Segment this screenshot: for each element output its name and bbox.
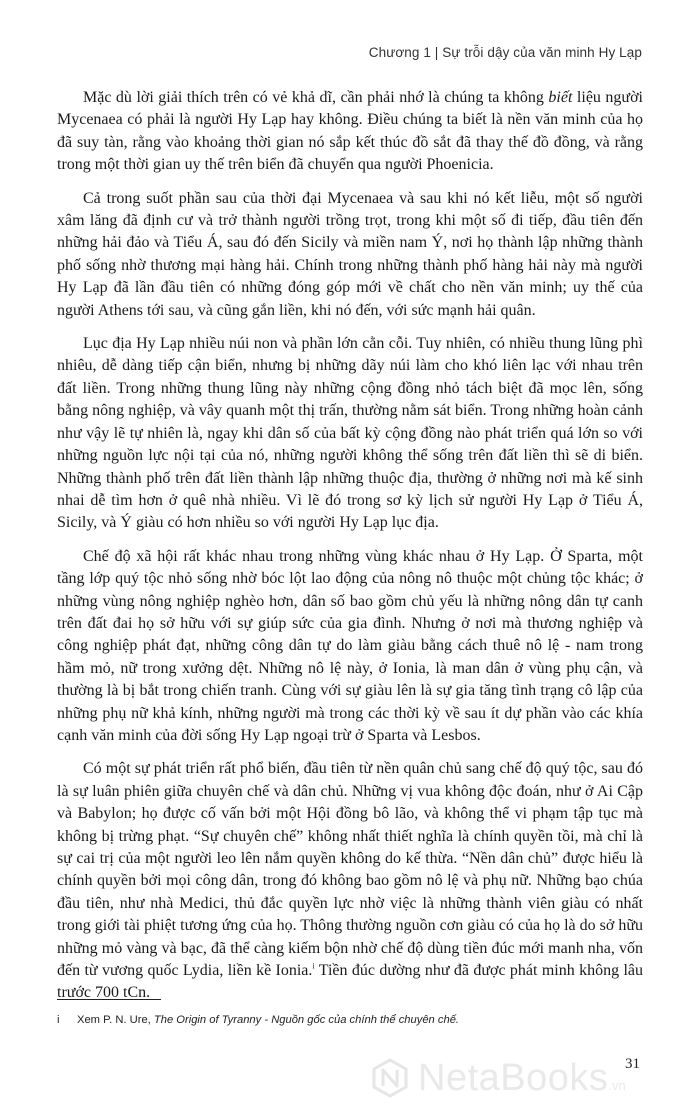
netabooks-logo-icon: [370, 1058, 410, 1098]
paragraph-1: [57, 87, 643, 177]
footnote-mark: i: [57, 1014, 60, 1026]
paragraph-5: [57, 758, 643, 1004]
paragraph-1-after: liệu người Mycenaea có phải là người Hy Lạp hay không. Điều chúng ta biết là nền văn minh của họ đã suy tàn, rằng vào khoảng thời gian nó sắp kết thúc đồ sắt đã thay thế đồ đồng, và rằng trong một thời gian uy thế trên biển đã chuyển qua người Phoenicia.: [57, 89, 644, 174]
page-number: 31: [625, 1056, 640, 1072]
paragraph-3: Lục địa Hy Lạp nhiều núi non và phần lớn cằn cỗi. Tuy nhiên, có nhiều thung lũng phì nhiêu, dễ dàng tiếp cận biển, nhưng bị những dãy núi làm cho khó liên lạc với nhau trên đất liền. Trong những thung lũng này những cộng đồng nhỏ tách biệt đã mọc lên, sống bằng nông nghiệp, và vây quanh một thị trấn, thường nằm sát biển. Trong những hoàn cảnh như vậy lẽ tự nhiên là, ngay khi dân số của bất kỳ cộng đồng nào phát triển quá lớn so với những nguồn lực nội tại của nó, những người không thể sống trên đất liền thì sẽ di biển. Những thành phố trên đất liền thành lập những thuộc địa, thường ở những nơi mà kế sinh nhai dễ tìm hơn ở quê nhà nhiều. Vì lẽ đó trong sơ kỳ lịch sử người Hy Lạp ở Tiểu Á, Sicily, và Ý giàu có hơn nhiều so với người Hy Lạp lục địa.: [57, 335, 643, 532]
watermark-text: [418, 1059, 626, 1097]
paragraph-2: Cả trong suốt phần sau của thời đại Mycenaea và sau khi nó kết liễu, một số người xâm lăng đã định cư và trở thành người trồng trọt, trong khi một số đi tiếp, đầu tiên đến những hải đảo và Tiểu Á, sau đó đến Sicily và miền nam Ý, nơi họ thành lập những thành phố sống nhờ thương mại hàng hải. Chính trong những thành phố hàng hải này mà người Hy Lạp đã lần đầu tiên có những đóng góp mới về chất cho nền văn minh; uy thế của người Athens tới sau, và cũng gắn liền, khi nó đến, với sức mạnh hải quân.: [57, 189, 643, 319]
footnote-reference[interactable]: i: [312, 961, 315, 971]
paragraph-4: Chế độ xã hội rất khác nhau trong những vùng khác nhau ở Hy Lạp. Ở Sparta, một tầng lớp quý tộc nhỏ sống nhờ bóc lột lao động của nông nô thuộc một chủng tộc khác; ở những vùng nông nghiệp nghèo hơn, dân số bao gồm chủ yếu là những nông dân tự canh trên đất đai họ sở hữu với sự giúp sức của gia đình. Nhưng ở nơi mà thương nghiệp và công nghiệp phát đạt, những công dân tự do làm giàu bằng cách thuê nô lệ - nam trong hầm mỏ, nữ trong xưởng dệt. Những nô lệ này, ở Ionia, là man dân ở vùng phụ cận, và thường là bị bắt trong chiến tranh. Cùng với sự giàu lên là sự gia tăng tình trạng cô lập của những phụ nữ khả kính, những người mà trong các thời kỳ về sau ít dự phần vào các khía cạnh văn minh của đời sống Hy Lạp ngoại trừ ở Sparta và Lesbos.: [57, 547, 643, 744]
paragraph-1-before: Mặc dù lời giải thích trên có vẻ khả dĩ, cần phải nhớ là chúng ta không: [83, 89, 549, 106]
footnote-divider: [57, 999, 161, 1000]
watermark: [370, 1058, 626, 1098]
footnote-title: The Origin of Tyranny: [153, 1014, 262, 1026]
watermark-brand: NetaBooks: [418, 1057, 609, 1099]
body-text: [57, 87, 643, 1016]
watermark-suffix: .vn: [608, 1078, 626, 1093]
footnote-subtitle: - Nguồn gốc của chính thể chuyên chế.: [261, 1014, 460, 1026]
footnote: [57, 1013, 657, 1028]
running-header: Chương 1 | Sự trỗi dậy của văn minh Hy Lạp: [368, 45, 642, 60]
paragraph-1-emphasis: biết: [548, 89, 573, 106]
footnote-author: Xem P. N. Ure,: [77, 1014, 154, 1026]
paragraph-5-text: Có một sự phát triển rất phổ biến, đầu tiên từ nền quân chủ sang chế độ quý tộc, sau đó là sự luân phiên giữa chuyên chế và dân chủ. Những vị vua không độc đoán, như ở Ai Cập và Babylon; họ được cố vấn bởi một Hội đồng bô lão, và không thể vi phạm tập tục mà không bị trừng phạt. “Sự chuyên chế” không nhất thiết nghĩa là chính quyền tồi, mà chỉ là sự cai trị của một người leo lên nắm quyền không do kế thừa. “Nền dân chủ” được hiểu là chính quyền bởi mọi công dân, trong đó không bao gồm nô lệ và phụ nữ. Những bạo chúa đầu tiên, như nhà Medici, thủ đắc quyền lực nhờ việc là những thành viên giàu có nhất trong giới tài phiệt tương ứng của họ. Thông thường nguồn cơn giàu có của họ là do sở hữu những mỏ vàng và bạc, đã thể càng kiếm bộn nhờ chế độ dùng tiền đúc mới manh nha, vốn đến từ vương quốc Lydia, liền kề Ionia.: [57, 760, 643, 980]
paragraph-5-after: Tiền đúc dường như đã được phát minh không lâu trước 700 tCn.: [57, 962, 644, 1002]
